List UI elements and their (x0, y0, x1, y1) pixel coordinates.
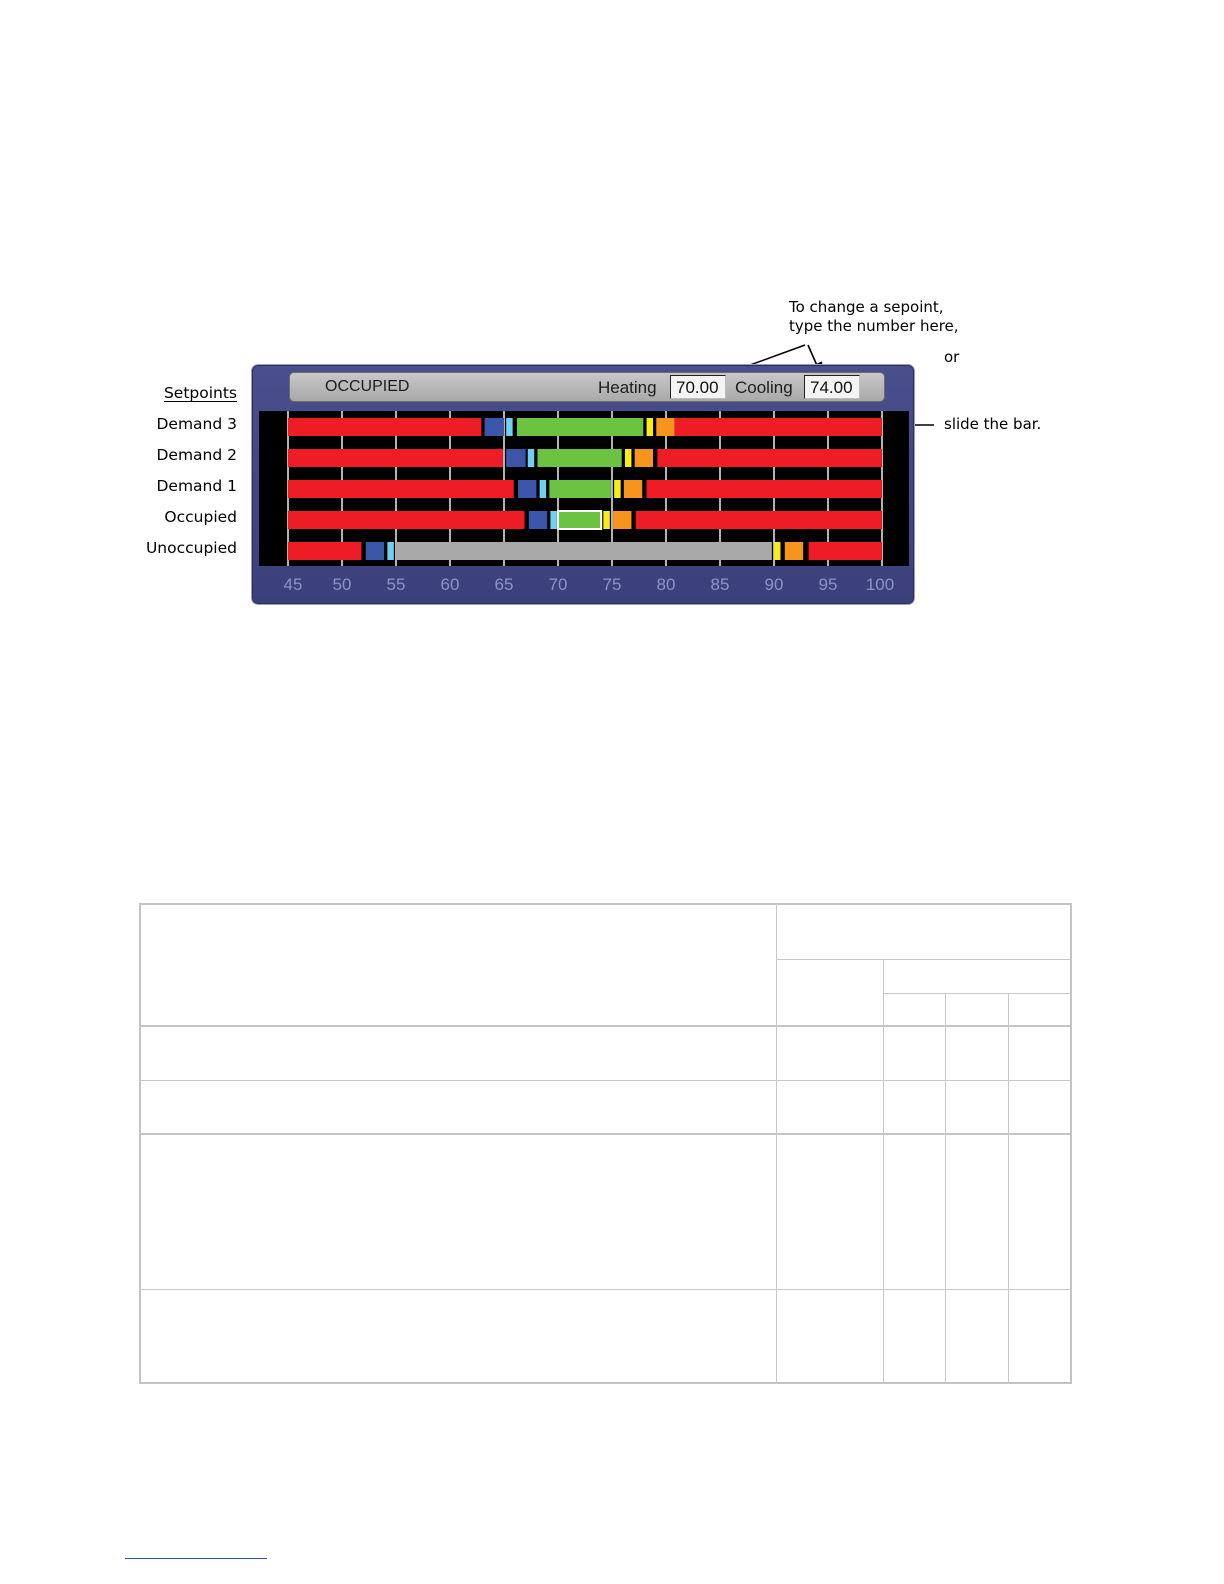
bar-segment-gray[interactable] (396, 542, 772, 560)
setpoint-bar-demand-3[interactable] (288, 418, 882, 436)
bar-segment-yellow[interactable] (625, 449, 631, 467)
bar-segment-light-blue[interactable] (506, 418, 512, 436)
setpoint-bars-area (259, 411, 909, 566)
setpoint-bar-unoccupied[interactable] (288, 542, 882, 560)
bar-segment-light-blue[interactable] (540, 480, 546, 498)
bar-segment-light-blue[interactable] (387, 542, 393, 560)
bar-segment-blue[interactable] (518, 480, 536, 498)
bar-segment-light-blue[interactable] (550, 511, 556, 529)
bar-segment-orange[interactable] (785, 542, 803, 560)
bar-segment-red[interactable] (288, 511, 525, 529)
bar-segment-green[interactable] (537, 449, 621, 467)
bar-segment-red[interactable] (288, 480, 514, 498)
bar-segment-orange[interactable] (613, 511, 631, 529)
bar-segment-orange[interactable] (635, 449, 653, 467)
table-row (140, 1289, 1071, 1383)
axis-tick-label: 60 (440, 575, 460, 594)
table-header-cell (140, 904, 776, 1026)
row-label-demand-2: Demand 2 (156, 446, 237, 464)
bar-segment-blue[interactable] (366, 542, 384, 560)
or-note: or (944, 348, 960, 366)
bar-segment-red[interactable] (636, 511, 882, 529)
status-bar (289, 372, 885, 402)
row-label-demand-3: Demand 3 (156, 415, 237, 433)
bar-segment-yellow[interactable] (614, 480, 620, 498)
row-label-occupied: Occupied (164, 508, 237, 526)
slide-bar-note: slide the bar. (944, 415, 1042, 433)
bar-segment-orange[interactable] (624, 480, 642, 498)
axis-tick-label: 55 (386, 575, 406, 594)
axis-tick-label: 95 (818, 575, 838, 594)
table-header-cell (776, 904, 1071, 959)
table-header-cell (883, 959, 1071, 993)
bar-segment-light-blue[interactable] (528, 449, 534, 467)
axis-tick-label: 85 (710, 575, 730, 594)
axis-tick-label: 50 (332, 575, 352, 594)
table-header-cell (883, 993, 945, 1026)
axis-tick-label: 90 (764, 575, 784, 594)
bar-segment-green[interactable] (549, 480, 611, 498)
footnote-rule (125, 1558, 267, 1559)
cooling-label: Cooling (735, 378, 793, 397)
table-header-cell (945, 993, 1008, 1026)
bar-segment-red[interactable] (657, 449, 882, 467)
axis-tick-label: 65 (494, 575, 514, 594)
axis-tick-label: 75 (602, 575, 622, 594)
heating-label: Heating (598, 378, 657, 397)
setpoints-heading: Setpoints (163, 384, 237, 402)
bar-segment-orange[interactable] (656, 418, 674, 436)
setpoint-bar-demand-1[interactable] (288, 480, 882, 498)
table-row (140, 1134, 1071, 1289)
row-label-demand-1: Demand 1 (156, 477, 237, 495)
bar-segment-red[interactable] (288, 418, 481, 436)
bar-segment-green[interactable] (517, 418, 643, 436)
bar-segment-red[interactable] (809, 542, 882, 560)
table-row (140, 1080, 1071, 1134)
mode-label: OCCUPIED (325, 378, 410, 395)
axis-tick-label: 80 (656, 575, 676, 594)
change-setpoint-note-line2: type the number here, (789, 317, 959, 335)
bar-segment-yellow[interactable] (647, 418, 653, 436)
axis-tick-label: 70 (548, 575, 568, 594)
info-table (139, 903, 1072, 1384)
axis-tick-label: 45 (283, 575, 303, 594)
axis-tick-label: 100 (865, 575, 895, 594)
temperature-axis (252, 575, 916, 599)
setpoint-bars[interactable] (259, 411, 909, 566)
bar-segment-yellow[interactable] (603, 511, 609, 529)
setpoint-bar-demand-2[interactable] (288, 449, 882, 467)
bar-segment-yellow[interactable] (774, 542, 780, 560)
heating-setpoint-input[interactable]: 70.00 (670, 375, 726, 399)
table-header-cell (1008, 993, 1071, 1026)
setpoint-bar-occupied[interactable] (288, 511, 882, 529)
row-label-unoccupied: Unoccupied (145, 539, 237, 557)
bar-segment-red[interactable] (288, 449, 503, 467)
bar-segment-blue[interactable] (529, 511, 547, 529)
bar-segment-blue[interactable] (506, 449, 525, 467)
bar-segment-red[interactable] (675, 418, 882, 436)
bar-segment-blue[interactable] (485, 418, 504, 436)
bar-segment-green[interactable] (558, 511, 601, 529)
bar-segment-red[interactable] (647, 480, 882, 498)
change-setpoint-note-line1: To change a sepoint, (789, 298, 944, 316)
change-setpoint-note (789, 298, 1009, 336)
table-header-cell (776, 959, 883, 1026)
table-row (140, 1026, 1071, 1080)
bar-segment-red[interactable] (288, 542, 361, 560)
setpoint-widget (251, 364, 915, 605)
cooling-setpoint-input[interactable]: 74.00 (804, 375, 860, 399)
